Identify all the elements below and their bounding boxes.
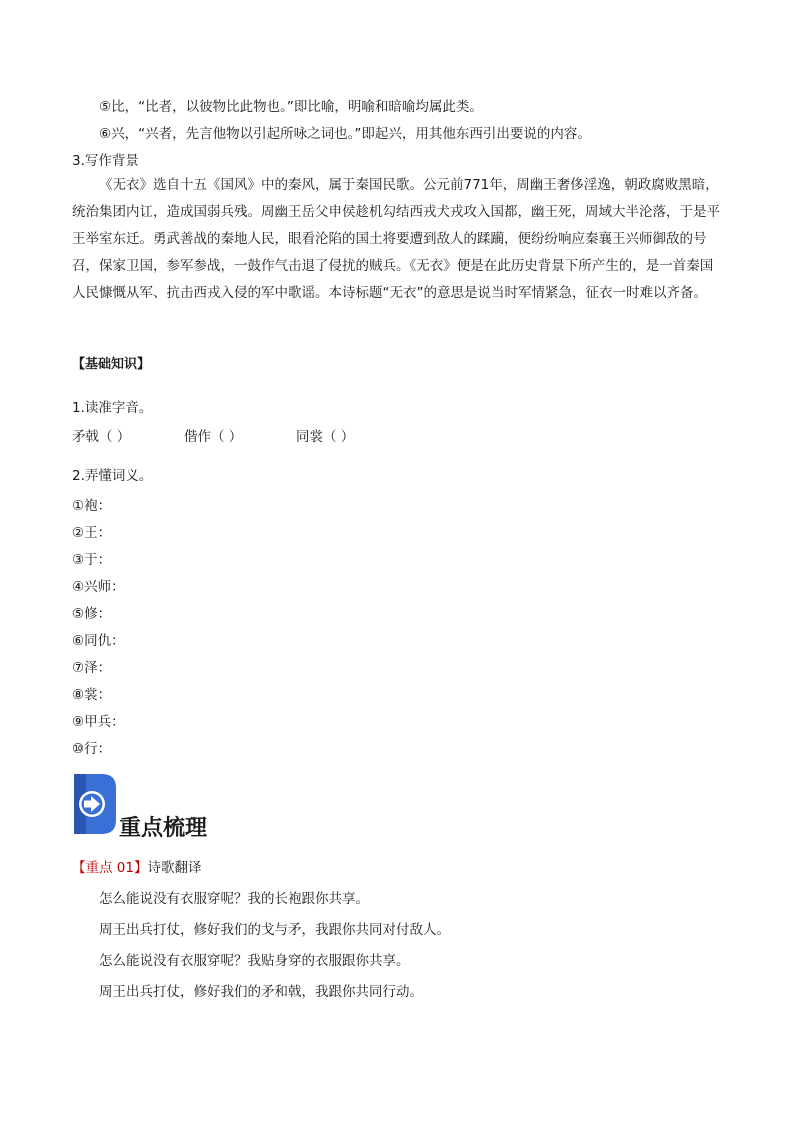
key-point-open-bracket: 【 <box>72 860 86 876</box>
vocab-item: ⑩行： <box>72 741 112 757</box>
translation-line: 周王出兵打仗，修好我们的矛和戟，我跟你共同行动。 <box>99 984 423 1000</box>
vocab-item: ①袍： <box>72 498 112 514</box>
section-badge <box>72 772 118 836</box>
key-point-topic: 诗歌翻译 <box>147 860 202 876</box>
arrow-right-icon <box>72 772 118 836</box>
key-point-label: 重点 01 <box>85 860 134 876</box>
background-paragraph: 《无衣》选自十五《国风》中的秦风，属于秦国民歌。公元前771年，周幽王奢侈淫逸，朝政腐败黑暗，统治集团内讧，造成国弱兵残。周幽王岳父申侯趁机勾结西戎犬戎攻入国都，幽王死，周域大半沦落，于是平王举室东迁。勇武善战的秦地人民，眼看沦陷的国土将要遭到敌人的蹂躏，便纷纷响应秦襄王兴师御敌的号召，保家卫国，参军参战，一鼓作气击退了侵扰的贼兵。《无衣》便是在此历史背景下所产生的，是一首秦国人民慷慨从军、抗击西戎入侵的军中歌谣。本诗标题“无衣”的意思是说当时军情紧急，征衣一时难以齐备。 <box>72 177 720 301</box>
background-body <box>72 172 722 307</box>
vocab-item: ③于： <box>72 552 112 568</box>
key-point-heading <box>72 856 201 876</box>
vocab-item: ④兴师： <box>72 579 125 595</box>
pinyin-item: 偕作（ ） <box>184 429 243 445</box>
basic-knowledge-heading: 【基础知识】 <box>72 357 151 372</box>
vocab-item: ⑨甲兵： <box>72 714 125 730</box>
vocab-item: ⑥同仇： <box>72 633 125 649</box>
vocab-item: ②王： <box>72 525 112 541</box>
section-title: 重点梳理 <box>119 815 208 841</box>
item-bi: ⑤比，“比者，以彼物比此物也。”即比喻，明喻和暗喻均属此类。 <box>99 99 483 115</box>
pinyin-item: 同裳（ ） <box>296 429 355 445</box>
vocab-item: ⑧裳： <box>72 687 112 703</box>
key-point-close-bracket: 】 <box>133 860 148 876</box>
translation-line: 怎么能说没有衣服穿呢？我的长袍跟你共享。 <box>99 891 369 907</box>
translation-line: 周王出兵打仗，修好我们的戈与矛，我跟你共同对付敌人。 <box>99 922 450 938</box>
pinyin-item: 矛戟（ ） <box>72 429 131 445</box>
translation-line: 怎么能说没有衣服穿呢？我贴身穿的衣服跟你共享。 <box>99 953 410 969</box>
vocab-item: ⑦泽： <box>72 660 112 676</box>
item-xing: ⑥兴，“兴者，先言他物以引起所咏之词也。”即起兴，用其他东西引出要说的内容。 <box>99 126 591 142</box>
vocab-item: ⑤修： <box>72 606 112 622</box>
question-pronunciation: 1.读准字音。 <box>72 400 153 416</box>
question-vocabulary: 2.弄懂词义。 <box>72 468 153 484</box>
background-heading: 3.写作背景 <box>72 153 139 169</box>
